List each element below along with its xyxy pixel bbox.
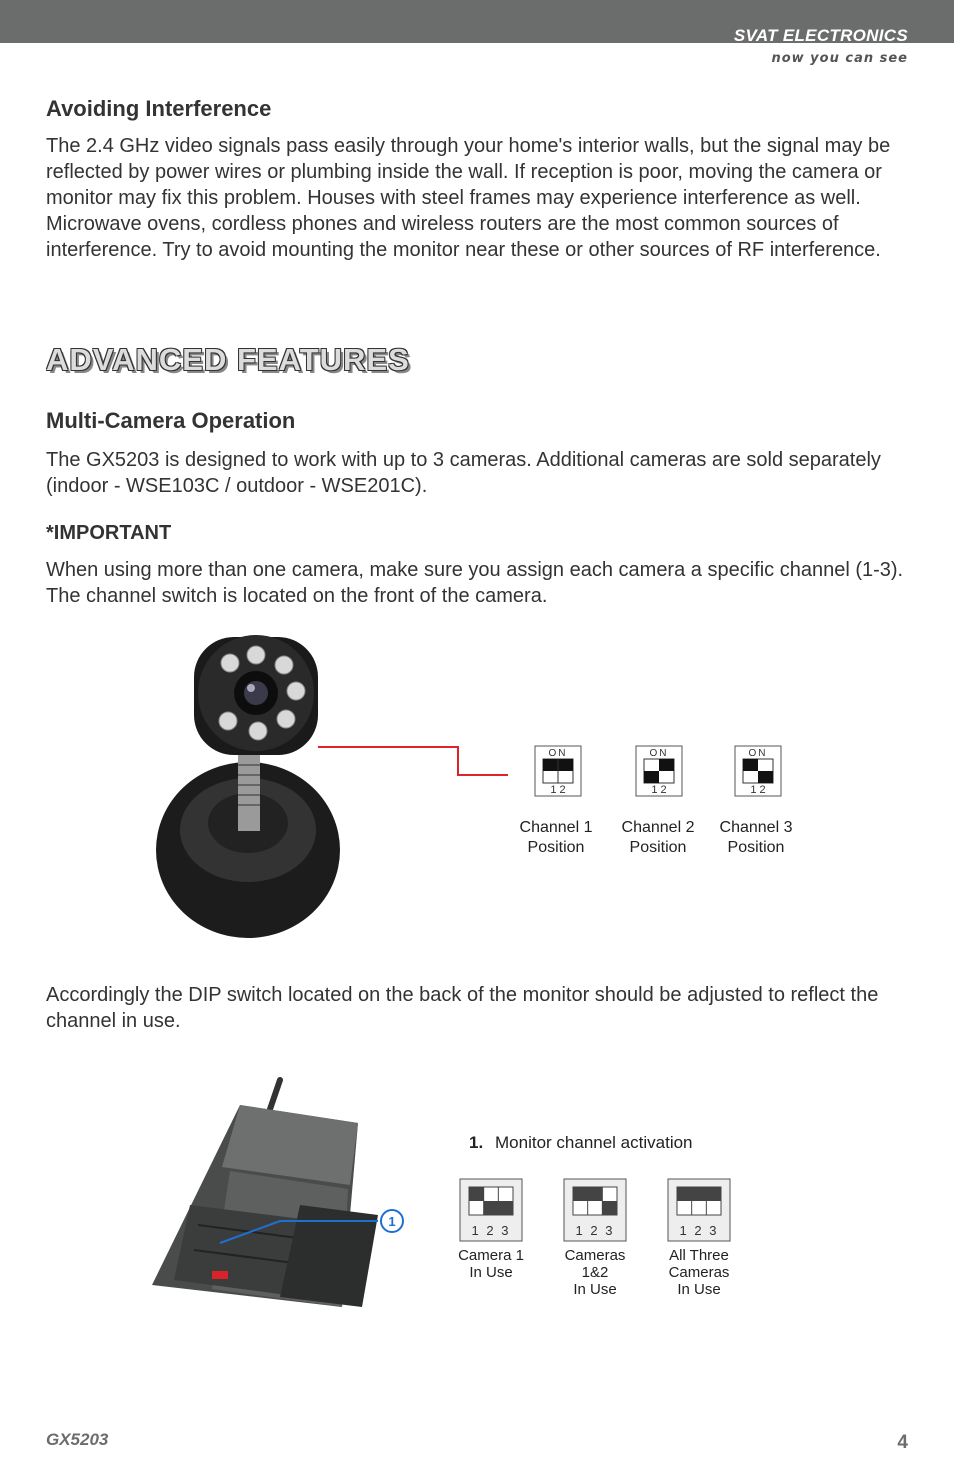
brand-name: SVAT ELECTRONICS (733, 26, 908, 45)
channel-1-label-position: Position (527, 839, 585, 856)
svg-text:1 2 3: 1 2 3 (471, 1223, 511, 1238)
interference-heading: Avoiding Interference (46, 96, 272, 121)
camera-switch-channel-3 (735, 746, 781, 796)
channel-2-label: Channel 2 (621, 819, 695, 836)
important-label: *IMPORTANT (46, 522, 172, 544)
legend-number: 1. (469, 1133, 484, 1152)
channel-3-label: Channel 3 (719, 819, 793, 836)
camera-pointer-line (318, 747, 508, 775)
state-2-line3: In Use (573, 1281, 617, 1298)
state-3-line2: Cameras (668, 1264, 730, 1281)
monitor-dip-switch (212, 1271, 228, 1279)
state-1-line2: In Use (469, 1264, 513, 1281)
state-1-line1: Camera 1 (458, 1247, 524, 1264)
monitor-dip-state-1 (460, 1179, 522, 1241)
channel-2-label-position: Position (629, 839, 687, 856)
footer-model: GX5203 (46, 1430, 109, 1449)
important-body: When using more than one camera, make sure you assign each camera a specific channel (1-3). The channel switch is located on the front of the camera. (46, 559, 904, 607)
section-title: ADVANCED FEATURES (46, 342, 410, 377)
svg-text:1 2: 1 2 (550, 784, 566, 796)
multi-camera-body: The GX5203 is designed to work with up to 3 cameras. Additional cameras are sold separately (indoor - WSE103C / outdoor - WSE201C). (46, 449, 881, 497)
camera-switch-channel-2 (636, 746, 682, 796)
state-3-line3: In Use (677, 1281, 721, 1298)
svg-text:ON: ON (649, 748, 669, 759)
monitor-dip-state-2 (564, 1179, 626, 1241)
svg-text:1 2: 1 2 (750, 784, 766, 796)
svg-text:1 2 3: 1 2 3 (575, 1223, 615, 1238)
monitor-dip-body: Accordingly the DIP switch located on the back of the monitor should be adjusted to reflect the channel in use. (46, 984, 879, 1032)
svg-text:ON: ON (548, 748, 568, 759)
channel-1-label: Channel 1 (519, 819, 593, 836)
monitor-dip-state-3 (668, 1179, 730, 1241)
legend-text: Monitor channel activation (495, 1133, 693, 1152)
svg-text:ON: ON (748, 748, 768, 759)
multi-camera-heading: Multi-Camera Operation (46, 408, 296, 433)
state-2-line2: 1&2 (581, 1264, 609, 1281)
state-3-line1: All Three (669, 1247, 729, 1264)
callout-1-number: 1 (388, 1214, 396, 1229)
camera-switch-channel-1 (535, 746, 581, 796)
interference-body: The 2.4 GHz video signals pass easily through your home's interior walls, but the signal may be reflected by power wires or plumbing inside the wall. If reception is poor, moving the camera or monitor may fix this problem. Houses with steel frames may experience interference as well. Microwave ovens, cordless phones and wireless routers are the most common sources of interference. Try to avoid mounting the monitor near these or other sources of RF interference. (46, 135, 891, 261)
brand-tagline: now you can see (771, 51, 908, 66)
channel-3-label-position: Position (727, 839, 785, 856)
svg-text:1 2 3: 1 2 3 (679, 1223, 719, 1238)
camera-channel-figure (120, 625, 840, 955)
page-number: 4 (897, 1432, 908, 1453)
svg-text:1 2: 1 2 (651, 784, 667, 796)
state-2-line1: Cameras (564, 1247, 626, 1264)
monitor-dip-figure (130, 1075, 750, 1325)
